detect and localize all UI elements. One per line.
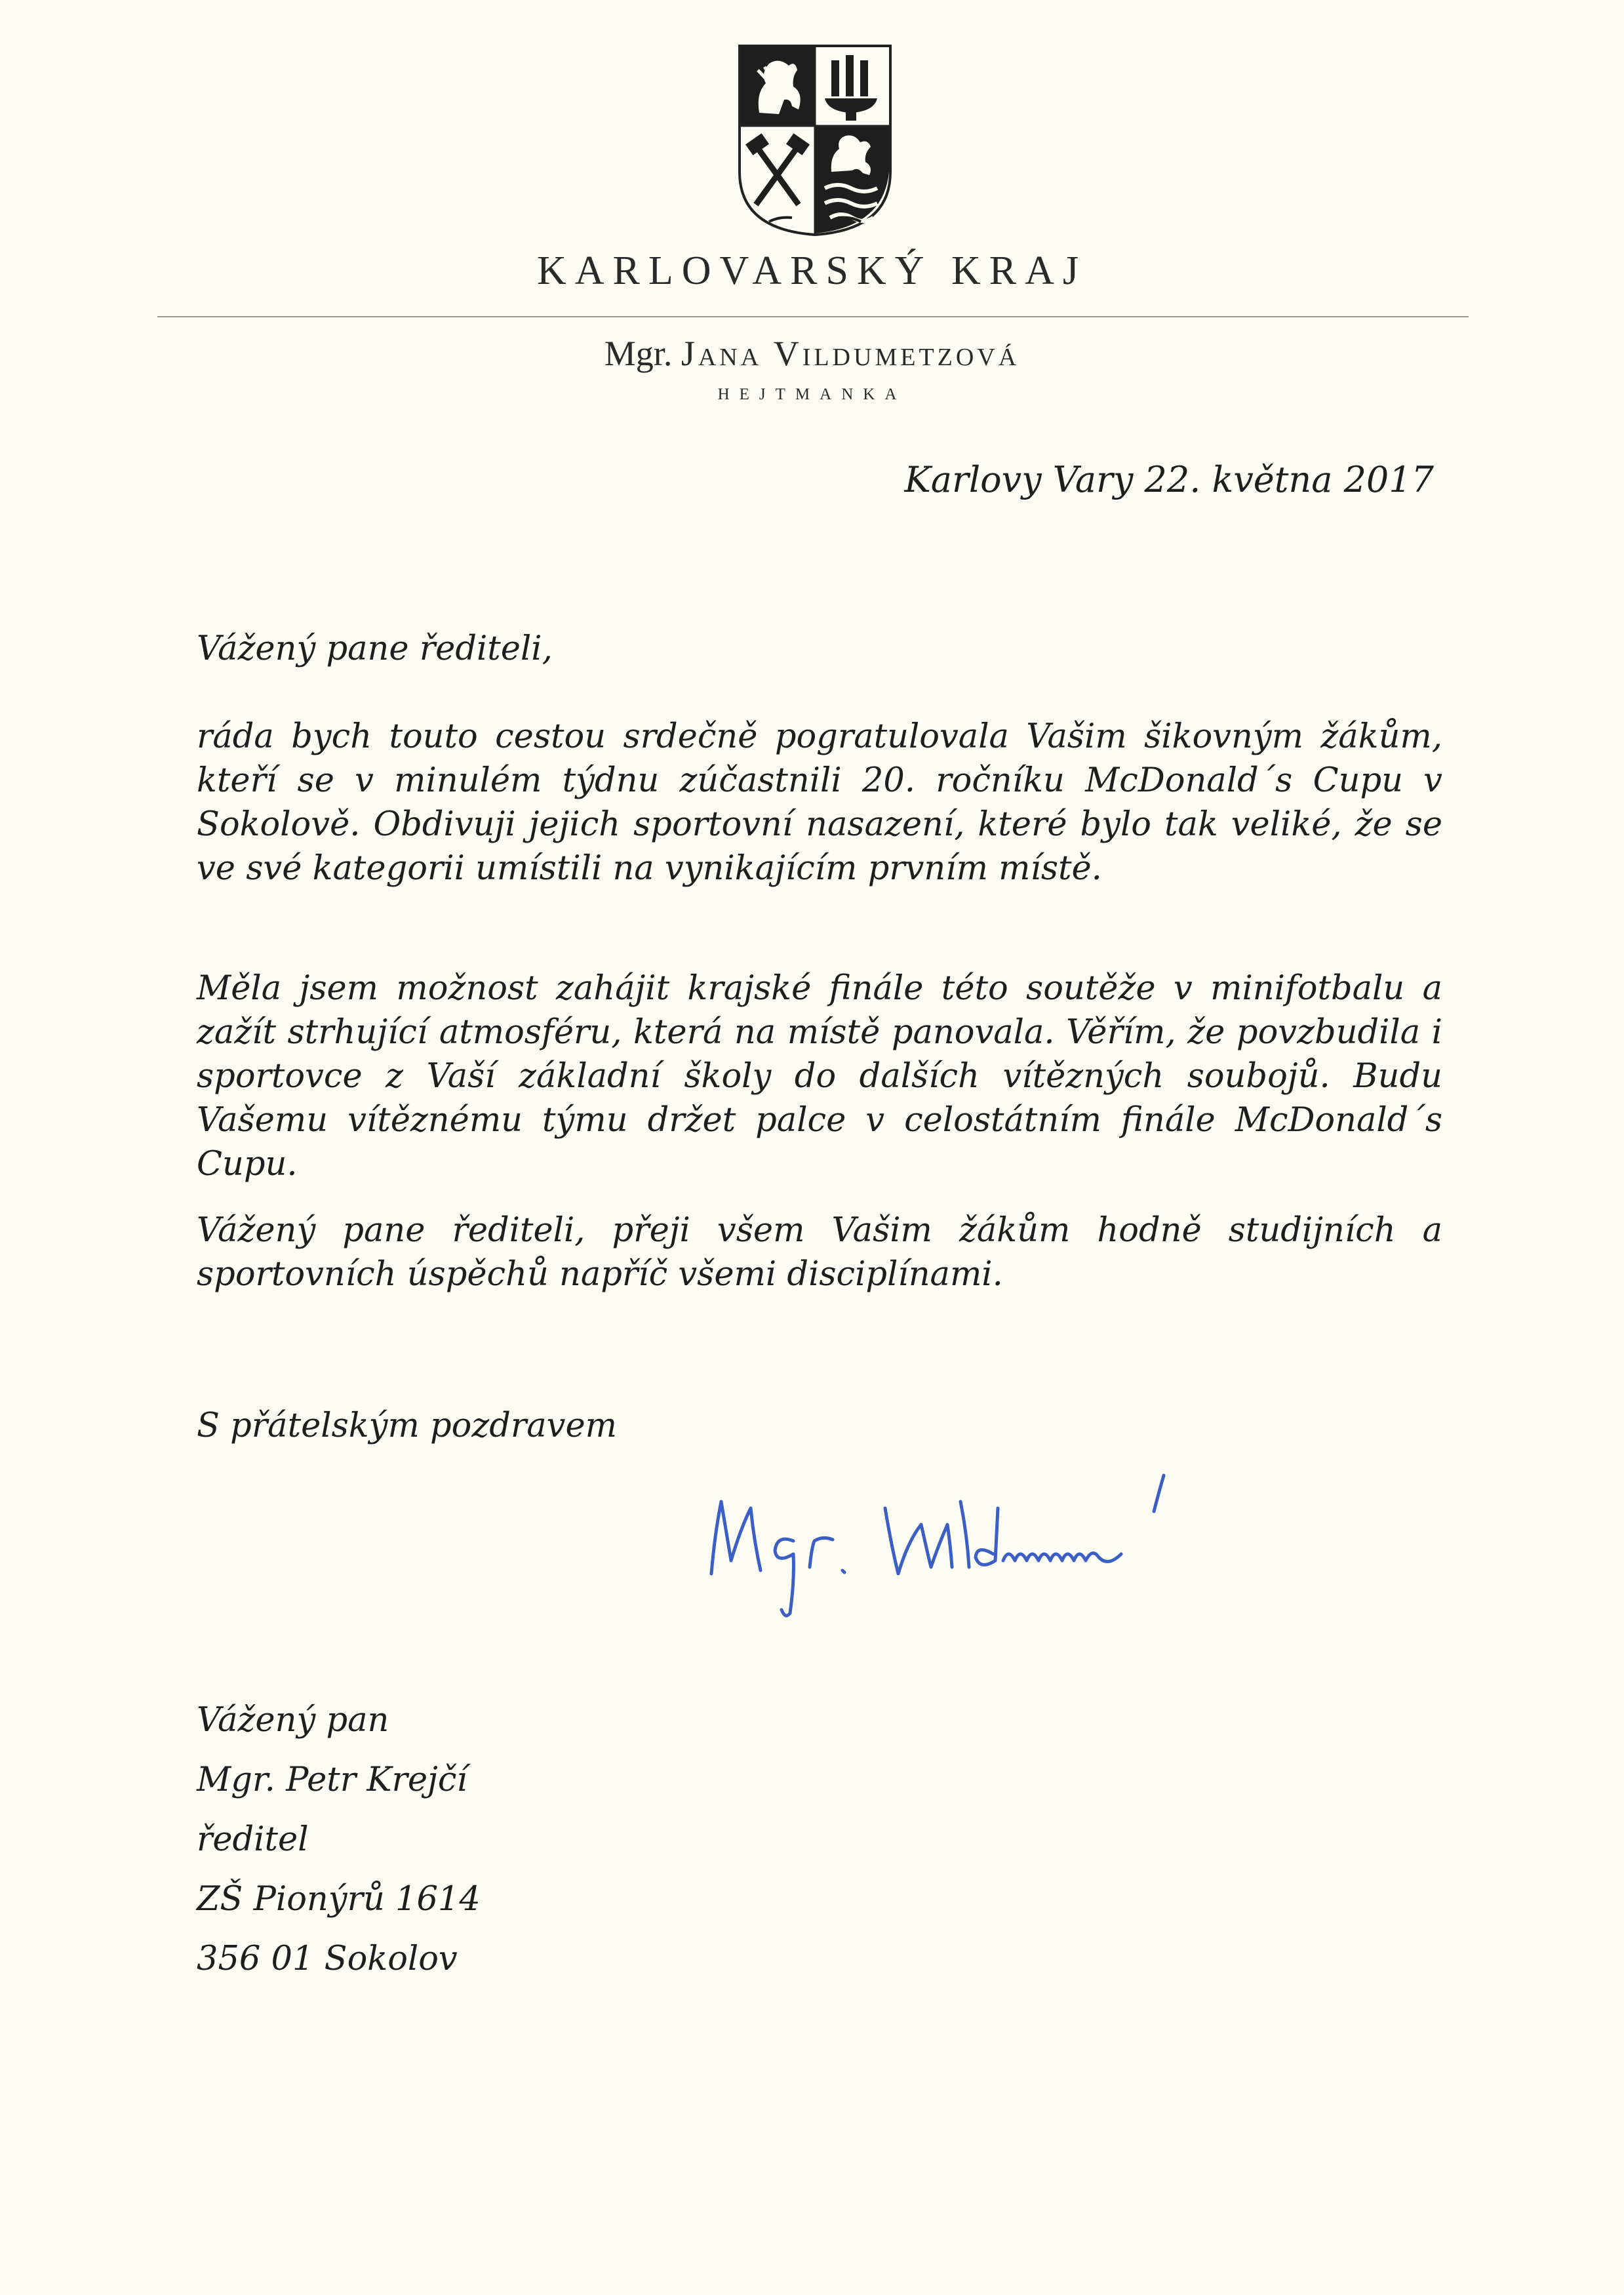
recipient-line: Vážený pan (197, 1701, 389, 1740)
region-name: KARLOVARSKÝ KRAJ (536, 249, 1088, 293)
recipient-address (197, 1690, 481, 1989)
closing: S přátelským pozdravem (197, 1407, 618, 1445)
official-prefix: Mgr. (604, 334, 673, 373)
recipient-line: ředitel (197, 1820, 309, 1859)
letter-date: Karlovy Vary 22. května 2017 (904, 459, 1434, 500)
paragraph-2: Měla jsem možnost zahájit krajské finále této soutěže v minifotbalu a zažít strhující atmosféru, která na místě panovala. Věřím, že povzbudila i sportovce z Vaší základní školy do dalších vítězných soubojů. Budu Vašemu vítěznému týmu držet palce v celostátním finále McDonald´s Cupu. (197, 969, 1442, 1184)
recipient-line: Mgr. Petr Krejčí (197, 1761, 467, 1799)
coat-of-arms-icon (733, 41, 897, 237)
recipient-line: 356 01 Sokolov (197, 1940, 458, 1978)
paragraph-1: ráda bych touto cestou srdečně pogratulovala Vašim šikovným žákům, kteří se v minulém týdnu zúčastnili 20. ročníku McDonald´s Cupu v Sokolově. Obdivuji jejich sportovní nasazení, které bylo tak veliké, že se ve své kategorii umístili na vynikajícím prvním místě. (197, 717, 1442, 888)
official-name (0, 333, 1624, 374)
letterhead-divider (157, 316, 1469, 317)
handwritten-signature (695, 1462, 1193, 1626)
recipient-line: ZŠ Pionýrů 1614 (197, 1880, 481, 1919)
salutation: Vážený pane řediteli, (197, 629, 553, 668)
official-title: HEJTMANKA (717, 386, 907, 403)
paragraph-3: Vážený pane řediteli, přeji všem Vašim žákům hodně studijních a sportovních úspěchů napříč všemi disciplínami. (197, 1211, 1442, 1294)
official-full-name: Jana Vildumetzová (681, 334, 1020, 373)
